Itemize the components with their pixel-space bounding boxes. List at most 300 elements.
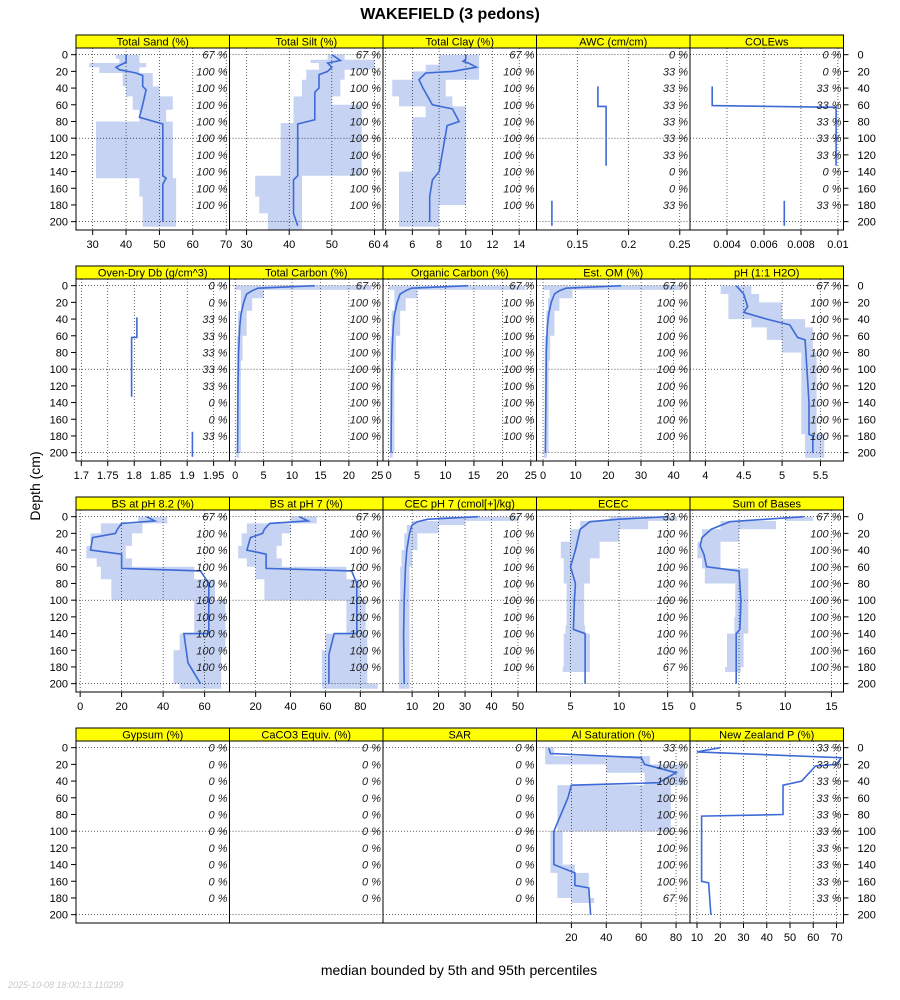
data-completeness-label: 0 % (362, 859, 381, 872)
y-tick-label: 60 (55, 99, 68, 112)
data-completeness-label: 67 % (816, 511, 842, 524)
y-tick-label: 100 (857, 595, 876, 608)
y-tick-label: 180 (857, 199, 876, 212)
panel-frame (76, 741, 230, 923)
x-tick-label: 5 (779, 470, 786, 482)
y-tick-label: 160 (857, 414, 876, 427)
data-completeness-label: 33 % (816, 826, 842, 839)
data-completeness-label: 100 % (349, 116, 381, 129)
data-completeness-label: 100 % (196, 661, 228, 674)
y-tick-label: 120 (857, 611, 876, 624)
data-completeness-label: 100 % (349, 628, 381, 641)
x-tick-label: 10 (439, 470, 452, 482)
panel-title: Sum of Bases (732, 498, 801, 511)
data-completeness-label: 100 % (656, 645, 688, 658)
y-tick-label: 20 (55, 528, 68, 541)
y-tick-label: 120 (857, 380, 876, 393)
data-completeness-label: 100 % (503, 166, 535, 179)
data-completeness-label: 33 % (662, 511, 688, 524)
data-completeness-label: 100 % (349, 561, 381, 574)
data-completeness-label: 0 % (208, 776, 228, 789)
data-completeness-label: 0 % (515, 742, 535, 755)
y-tick-label: 40 (857, 83, 870, 96)
x-tick-label: 5 (735, 701, 743, 713)
panel-title: COLEws (745, 36, 789, 49)
x-tick-label: 14 (513, 239, 526, 251)
panel (537, 35, 691, 251)
data-completeness-label: 33 % (662, 116, 688, 129)
data-completeness-label: 100 % (810, 528, 842, 541)
y-tick-label: 180 (49, 892, 68, 905)
data-completeness-label: 33 % (816, 99, 842, 112)
y-tick-label: 120 (857, 842, 876, 855)
x-tick-label: 20 (342, 470, 356, 482)
data-completeness-label: 33 % (662, 199, 688, 212)
x-tick-label: 70 (220, 239, 233, 251)
x-tick-label: 50 (325, 239, 338, 251)
data-completeness-label: 33 % (816, 199, 842, 212)
x-tick-label: 80 (354, 701, 367, 713)
data-completeness-label: 100 % (196, 66, 228, 79)
data-completeness-label: 100 % (656, 364, 688, 377)
panel (76, 497, 230, 713)
data-completeness-label: 100 % (503, 645, 535, 658)
x-tick-label: 10 (779, 701, 792, 713)
x-tick-label: 5 (260, 470, 267, 482)
data-completeness-label: 33 % (816, 876, 842, 889)
x-tick-label: 30 (737, 932, 750, 944)
x-tick-label: 50 (153, 239, 166, 251)
y-tick-label: 160 (49, 876, 68, 889)
data-completeness-label: 100 % (196, 183, 228, 196)
x-tick-label: 0.2 (620, 239, 637, 251)
data-completeness-label: 0 % (362, 776, 381, 789)
y-tick-label: 120 (857, 149, 876, 162)
y-tick-label: 140 (857, 397, 876, 410)
panel (383, 35, 537, 251)
data-completeness-label: 0 % (362, 809, 381, 822)
data-completeness-label: 100 % (810, 380, 842, 393)
data-completeness-label: 33 % (202, 380, 228, 393)
data-completeness-label: 100 % (810, 611, 842, 624)
data-completeness-label: 33 % (662, 66, 688, 79)
data-completeness-label: 100 % (196, 199, 228, 212)
y-tick-label: 140 (49, 859, 68, 872)
data-completeness-label: 100 % (656, 859, 688, 872)
x-tick-label: 1.95 (202, 470, 225, 482)
data-completeness-label: 100 % (349, 66, 381, 79)
y-tick-label: 140 (49, 397, 68, 410)
x-tick-label: 10 (459, 239, 472, 251)
data-completeness-label: 67 % (662, 280, 688, 293)
data-completeness-label: 100 % (656, 611, 688, 624)
data-completeness-label: 100 % (349, 595, 381, 608)
panel-title: Organic Carbon (%) (410, 267, 509, 280)
y-tick-label: 60 (55, 792, 68, 805)
y-tick-label: 0 (61, 280, 68, 293)
x-tick-label: 0.15 (566, 239, 589, 251)
x-tick-label: 1.8 (126, 470, 142, 482)
data-completeness-label: 100 % (656, 876, 688, 889)
data-completeness-label: 100 % (349, 199, 381, 212)
data-completeness-label: 100 % (349, 645, 381, 658)
data-completeness-label: 0 % (208, 842, 228, 855)
panel-frame (383, 741, 537, 923)
data-completeness-label: 100 % (503, 414, 535, 427)
grid (76, 748, 230, 915)
data-completeness-label: 100 % (503, 314, 535, 327)
data-completeness-label: 0 % (208, 297, 228, 310)
data-completeness-label: 100 % (196, 561, 228, 574)
data-completeness-label: 0 % (515, 809, 535, 822)
y-tick-label: 80 (55, 116, 68, 129)
data-completeness-label: 100 % (503, 661, 535, 674)
y-tick-label: 100 (49, 133, 68, 146)
x-tick-label: 8 (435, 239, 443, 251)
data-completeness-label: 100 % (503, 183, 535, 196)
panel (230, 35, 384, 251)
chart-title: WAKEFIELD (3 pedons) (360, 6, 540, 23)
y-tick-label: 60 (857, 330, 870, 343)
panel (383, 728, 537, 923)
data-completeness-label: 0 % (822, 166, 842, 179)
data-completeness-label: 67 % (202, 511, 228, 524)
y-tick-label: 180 (49, 661, 68, 674)
data-completeness-label: 100 % (349, 314, 381, 327)
y-tick-label: 40 (857, 545, 870, 558)
x-tick-label: 70 (830, 932, 843, 944)
y-axis-label: Depth (cm) (27, 451, 43, 521)
data-completeness-label: 100 % (656, 809, 688, 822)
y-tick-label: 60 (857, 99, 870, 112)
x-tick-label: 80 (669, 932, 683, 944)
x-tick-label: 1.9 (179, 470, 195, 482)
panel (230, 497, 384, 713)
data-completeness-label: 0 % (362, 742, 381, 755)
data-completeness-label: 33 % (202, 330, 228, 343)
x-tick-label: 0 (385, 470, 392, 482)
y-tick-label: 40 (857, 776, 870, 789)
data-completeness-label: 100 % (503, 545, 535, 558)
data-completeness-label: 100 % (656, 842, 688, 855)
data-completeness-label: 67 % (202, 49, 228, 62)
data-completeness-label: 33 % (816, 859, 842, 872)
data-completeness-label: 100 % (503, 199, 535, 212)
data-completeness-label: 100 % (810, 661, 842, 674)
y-tick-label: 80 (857, 809, 870, 822)
panel-title: Total Clay (%) (425, 36, 494, 49)
data-completeness-label: 100 % (810, 314, 842, 327)
data-completeness-label: 100 % (656, 397, 688, 410)
data-completeness-label: 100 % (349, 364, 381, 377)
data-completeness-label: 0 % (208, 759, 228, 772)
x-tick-label: 10 (285, 470, 299, 482)
data-completeness-label: 0 % (208, 792, 228, 805)
data-completeness-label: 0 % (208, 826, 228, 839)
data-completeness-label: 100 % (656, 578, 688, 591)
panel-title: Al Saturation (%) (571, 729, 655, 742)
data-completeness-label: 100 % (503, 528, 535, 541)
y-tick-label: 40 (55, 314, 68, 327)
y-tick-label: 200 (49, 909, 68, 922)
data-completeness-label: 100 % (349, 414, 381, 427)
data-completeness-label: 100 % (810, 347, 842, 360)
grid (230, 748, 384, 915)
data-completeness-label: 100 % (349, 397, 381, 410)
data-completeness-label: 100 % (196, 528, 228, 541)
y-tick-label: 20 (857, 528, 870, 541)
data-completeness-label: 0 % (515, 876, 535, 889)
percentile-band (399, 517, 518, 689)
panel (383, 497, 537, 713)
x-tick-label: 10 (690, 932, 704, 944)
median-line (598, 86, 606, 165)
y-tick-label: 60 (55, 330, 68, 343)
data-completeness-label: 33 % (816, 742, 842, 755)
panel-title: New Zealand P (%) (719, 729, 815, 742)
x-tick-label: 60 (807, 932, 820, 944)
data-completeness-label: 100 % (810, 545, 842, 558)
data-completeness-label: 0 % (208, 859, 228, 872)
x-tick-label: 20 (602, 470, 615, 482)
y-tick-label: 100 (857, 364, 876, 377)
data-completeness-label: 100 % (656, 330, 688, 343)
y-tick-label: 20 (55, 66, 68, 79)
x-tick-label: 40 (283, 239, 296, 251)
x-tick-label: 50 (511, 701, 525, 713)
panel (230, 728, 384, 923)
data-completeness-label: 33 % (816, 792, 842, 805)
x-tick-label: 10 (569, 470, 582, 482)
panel-title: BS at pH 8.2 (%) (111, 498, 195, 511)
data-completeness-label: 100 % (349, 149, 381, 162)
x-tick-label: 50 (783, 932, 797, 944)
data-completeness-label: 0 % (208, 809, 228, 822)
y-tick-label: 160 (857, 645, 876, 658)
x-tick-label: 0.01 (827, 239, 849, 251)
data-completeness-label: 100 % (503, 347, 535, 360)
panel-title: Total Carbon (%) (264, 267, 348, 280)
y-tick-label: 20 (857, 66, 870, 79)
x-tick-label: 0 (689, 701, 696, 713)
y-tick-label: 140 (857, 859, 876, 872)
panel-title: CEC pH 7 (cmol[+]/kg) (404, 498, 515, 511)
data-completeness-label: 100 % (656, 380, 688, 393)
x-tick-label: 20 (496, 470, 509, 482)
y-tick-label: 120 (49, 380, 68, 393)
panel-title: pH (1:1 H2O) (734, 267, 800, 280)
data-completeness-label: 0 % (669, 166, 688, 179)
data-completeness-label: 67 % (355, 280, 381, 293)
y-tick-label: 180 (857, 661, 876, 674)
data-completeness-label: 100 % (656, 628, 688, 641)
data-completeness-label: 0 % (208, 742, 228, 755)
panel-title: ECEC (597, 498, 629, 511)
data-completeness-label: 67 % (509, 511, 535, 524)
y-tick-label: 80 (55, 578, 68, 591)
x-tick-label: 5 (414, 470, 421, 482)
data-completeness-label: 100 % (349, 430, 381, 443)
y-tick-label: 100 (49, 595, 68, 608)
x-tick-label: 0 (77, 701, 84, 713)
x-tick-label: 1.7 (73, 470, 89, 482)
x-tick-label: 0 (539, 470, 547, 482)
data-completeness-label: 100 % (349, 183, 381, 196)
data-completeness-label: 67 % (662, 892, 688, 905)
data-completeness-label: 0 % (822, 66, 842, 79)
y-tick-label: 60 (857, 792, 870, 805)
y-tick-label: 40 (55, 545, 68, 558)
data-completeness-label: 100 % (196, 645, 228, 658)
x-tick-label: 40 (600, 932, 613, 944)
data-completeness-label: 0 % (822, 49, 842, 62)
data-completeness-label: 100 % (349, 528, 381, 541)
y-tick-label: 20 (857, 759, 870, 772)
y-tick-label: 100 (49, 826, 68, 839)
data-completeness-label: 100 % (656, 414, 688, 427)
x-tick-label: 30 (634, 470, 648, 482)
x-tick-label: 20 (249, 701, 262, 713)
y-tick-label: 200 (49, 216, 68, 229)
data-completeness-label: 100 % (196, 149, 228, 162)
data-completeness-label: 100 % (196, 166, 228, 179)
percentile-band (697, 517, 813, 672)
data-completeness-label: 100 % (810, 364, 842, 377)
x-tick-label: 25 (524, 470, 537, 482)
data-completeness-label: 33 % (202, 364, 228, 377)
panel (537, 266, 691, 482)
data-completeness-label: 0 % (515, 892, 535, 905)
panel (537, 728, 691, 944)
data-completeness-label: 100 % (349, 83, 381, 96)
y-tick-label: 20 (55, 297, 68, 310)
data-completeness-label: 100 % (503, 561, 535, 574)
x-tick-label: 10 (612, 701, 626, 713)
x-axis-caption: median bounded by 5th and 95th percentiles (320, 962, 598, 978)
data-completeness-label: 33 % (816, 83, 842, 96)
data-completeness-label: 67 % (355, 511, 381, 524)
data-completeness-label: 100 % (503, 397, 535, 410)
x-tick-label: 5.5 (812, 470, 829, 482)
x-tick-label: 15 (467, 470, 481, 482)
data-completeness-label: 100 % (656, 314, 688, 327)
data-completeness-label: 100 % (656, 759, 688, 772)
x-tick-label: 0 (232, 470, 239, 482)
data-completeness-label: 100 % (196, 595, 228, 608)
data-completeness-label: 100 % (349, 661, 381, 674)
y-tick-label: 180 (49, 430, 68, 443)
x-tick-label: 40 (284, 701, 297, 713)
panel (690, 266, 844, 482)
data-completeness-label: 33 % (816, 759, 842, 772)
data-completeness-label: 100 % (810, 330, 842, 343)
x-tick-label: 40 (485, 701, 498, 713)
data-completeness-label: 33 % (202, 314, 228, 327)
data-completeness-label: 100 % (503, 116, 535, 129)
x-tick-label: 30 (458, 701, 472, 713)
data-completeness-label: 100 % (656, 826, 688, 839)
data-completeness-label: 0 % (362, 792, 381, 805)
data-completeness-label: 100 % (196, 133, 228, 146)
x-tick-label: 40 (119, 239, 133, 251)
data-completeness-label: 100 % (810, 430, 842, 443)
y-tick-label: 100 (857, 826, 876, 839)
panel-title: BS at pH 7 (%) (269, 498, 343, 511)
data-completeness-label: 33 % (816, 809, 842, 822)
data-completeness-label: 100 % (349, 545, 381, 558)
panel (537, 497, 691, 713)
data-completeness-label: 100 % (503, 380, 535, 393)
y-tick-label: 40 (55, 83, 68, 96)
y-tick-label: 200 (857, 909, 876, 922)
y-tick-label: 200 (49, 678, 68, 691)
y-tick-label: 0 (61, 511, 68, 524)
x-tick-label: 20 (714, 932, 727, 944)
data-completeness-label: 33 % (816, 776, 842, 789)
x-tick-label: 60 (368, 239, 381, 251)
data-completeness-label: 0 % (515, 792, 535, 805)
data-completeness-label: 100 % (656, 776, 688, 789)
y-tick-label: 160 (857, 183, 876, 196)
data-completeness-label: 100 % (503, 133, 535, 146)
y-tick-label: 160 (857, 876, 876, 889)
data-completeness-label: 0 % (208, 397, 228, 410)
median-line (238, 286, 315, 453)
data-completeness-label: 100 % (349, 297, 381, 310)
data-completeness-label: 0 % (515, 759, 535, 772)
data-completeness-label: 0 % (362, 876, 381, 889)
data-completeness-label: 100 % (810, 645, 842, 658)
data-completeness-label: 100 % (196, 545, 228, 558)
data-completeness-label: 0 % (822, 183, 842, 196)
panel (76, 35, 232, 251)
data-completeness-label: 100 % (656, 595, 688, 608)
data-completeness-label: 100 % (656, 347, 688, 360)
data-completeness-label: 100 % (349, 166, 381, 179)
median-line (391, 286, 468, 453)
panel (76, 728, 230, 923)
data-completeness-label: 100 % (810, 561, 842, 574)
x-tick-label: 4 (702, 470, 709, 482)
data-completeness-label: 33 % (816, 133, 842, 146)
data-completeness-label: 100 % (656, 297, 688, 310)
y-tick-label: 140 (49, 628, 68, 641)
data-completeness-label: 33 % (202, 347, 228, 360)
data-completeness-label: 100 % (349, 578, 381, 591)
y-tick-label: 0 (857, 511, 864, 524)
data-completeness-label: 67 % (816, 280, 842, 293)
y-tick-label: 60 (55, 561, 68, 574)
data-completeness-label: 33 % (662, 742, 688, 755)
panel (690, 497, 844, 713)
data-completeness-label: 33 % (816, 842, 842, 855)
y-tick-label: 180 (49, 199, 68, 212)
y-tick-label: 160 (49, 645, 68, 658)
panel (690, 728, 844, 944)
data-completeness-label: 100 % (196, 611, 228, 624)
y-tick-label: 80 (857, 116, 870, 129)
y-tick-label: 20 (857, 297, 870, 310)
data-completeness-label: 0 % (362, 759, 381, 772)
panel-title: Est. OM (%) (583, 267, 644, 280)
data-completeness-label: 100 % (196, 578, 228, 591)
data-completeness-label: 100 % (503, 83, 535, 96)
data-completeness-label: 67 % (509, 280, 535, 293)
data-completeness-label: 100 % (503, 364, 535, 377)
data-completeness-label: 100 % (810, 628, 842, 641)
y-tick-label: 0 (61, 742, 68, 755)
data-completeness-label: 33 % (662, 149, 688, 162)
